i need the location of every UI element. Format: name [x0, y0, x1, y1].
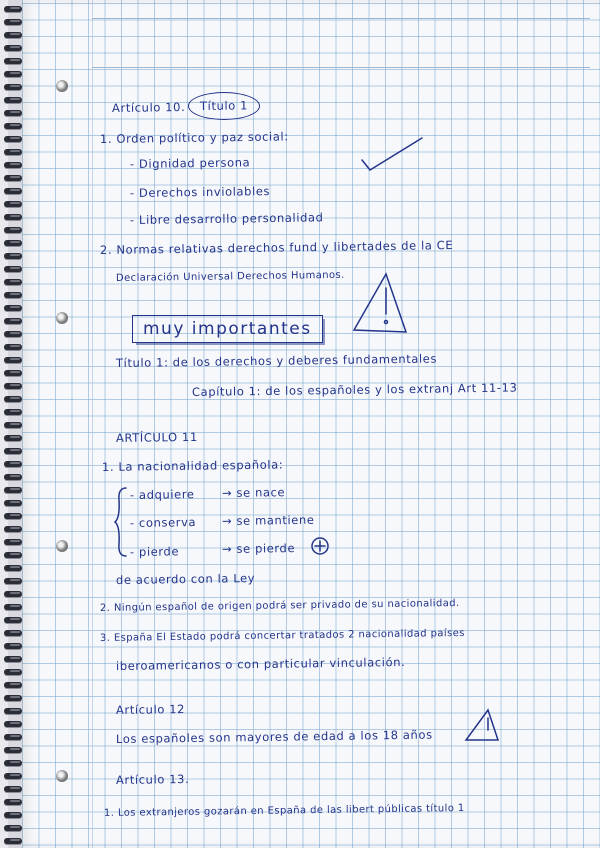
punch-hole — [56, 540, 68, 552]
art10-item: - Libre desarrollo personalidad — [129, 210, 324, 227]
art10-item: - Dignidad persona — [129, 155, 251, 171]
art10-point2: 2. Normas relativas derechos fund y libertades de la CE — [99, 238, 454, 257]
spiral-coil — [4, 838, 22, 844]
spiral-coil — [4, 656, 22, 662]
spiral-coil — [4, 786, 22, 792]
art11-point3-cont: iberoamericanos o con particular vinculación. — [115, 654, 406, 673]
art11-point2: 2. Ningún español de origen podrá ser privado de su nacionalidad. — [99, 597, 460, 614]
spiral-coil — [4, 331, 22, 337]
art11-item-result: → se nace — [221, 485, 286, 500]
spiral-coil — [4, 422, 22, 428]
art10-item: - Derechos inviolables — [129, 184, 271, 200]
spiral-coil — [4, 266, 22, 272]
spiral-coil — [4, 474, 22, 480]
spiral-coil — [4, 448, 22, 454]
spiral-coil — [4, 513, 22, 519]
spiral-coil — [4, 825, 22, 831]
spiral-coil — [4, 526, 22, 532]
spiral-coil — [4, 162, 22, 168]
spiral-coil — [4, 695, 22, 701]
spiral-coil — [4, 136, 22, 142]
warning-triangle-icon — [350, 272, 410, 336]
spiral-coil — [4, 604, 22, 610]
plus-circle-icon — [310, 536, 330, 556]
spiral-coil — [4, 500, 22, 506]
art11-item-verb: - adquiere — [129, 487, 195, 502]
spiral-coil — [4, 565, 22, 571]
art10-point1: 1. Orden político y paz social: — [99, 129, 289, 146]
spiral-coil — [4, 123, 22, 129]
curly-brace — [114, 486, 128, 558]
important-box: muy importantes — [132, 315, 323, 343]
spiral-coil — [4, 6, 22, 12]
spiral-coil — [4, 591, 22, 597]
spiral-coil — [4, 357, 22, 363]
spiral-coil — [4, 721, 22, 727]
spiral-coil — [4, 552, 22, 558]
art11-point1-tail: de acuerdo con la Ley — [115, 571, 256, 587]
art10-point2-cont: Declaración Universal Derechos Humanos. — [115, 269, 345, 284]
capitulo1-line: Capítulo 1: de los españoles y los extranj Art 11-13 — [191, 380, 518, 399]
spiral-coil — [4, 19, 22, 25]
spiral-coil — [4, 344, 22, 350]
spiral-coil — [4, 292, 22, 298]
art13-text: 1. Los extranjeros gozarán en España de las libert públicas título 1 — [103, 802, 465, 819]
spiral-coil — [4, 305, 22, 311]
spiral-coil — [4, 747, 22, 753]
spiral-coil — [4, 643, 22, 649]
spiral-coil — [4, 708, 22, 714]
art11-item-result: → se pierde — [221, 540, 296, 556]
art11-point3: 3. España El Estado podrá concertar tratados 2 nacionalidad países — [99, 627, 465, 644]
spiral-coil — [4, 188, 22, 194]
spiral-coil — [4, 383, 22, 389]
page-header-band — [92, 18, 590, 68]
art11-item-result: → se mantiene — [221, 512, 315, 528]
spiral-coil — [4, 227, 22, 233]
spiral-coil — [4, 734, 22, 740]
spiral-coil — [4, 240, 22, 246]
spiral-coil — [4, 461, 22, 467]
spiral-coil — [4, 71, 22, 77]
art12-heading: Artículo 12 — [115, 702, 186, 717]
art13-heading: Artículo 13. — [115, 771, 190, 787]
spiral-coil — [4, 682, 22, 688]
spiral-coil — [4, 318, 22, 324]
art10-heading: Artículo 10. — [111, 99, 186, 115]
art10-title: Título 1 — [199, 98, 249, 113]
spiral-coil — [4, 110, 22, 116]
spiral-coil — [4, 669, 22, 675]
page-margin-line — [92, 0, 93, 848]
spiral-coil — [4, 630, 22, 636]
spiral-coil — [4, 84, 22, 90]
spiral-coil — [4, 175, 22, 181]
spiral-coil — [4, 812, 22, 818]
spiral-coil — [4, 97, 22, 103]
spiral-coil — [4, 396, 22, 402]
spiral-coil — [4, 370, 22, 376]
spiral-coil — [4, 253, 22, 259]
punch-hole — [56, 770, 68, 782]
art11-point1: 1. La nacionalidad española: — [101, 457, 284, 474]
spiral-coil — [4, 32, 22, 38]
art11-heading: ARTÍCULO 11 — [115, 429, 198, 445]
punch-hole — [56, 312, 68, 324]
spiral-coil — [4, 617, 22, 623]
spiral-coil — [4, 409, 22, 415]
spiral-coil — [4, 799, 22, 805]
spiral-coil — [4, 487, 22, 493]
punch-hole — [56, 80, 68, 92]
titulo1-line: Título 1: de los derechos y deberes fundamentales — [115, 351, 438, 370]
spiral-coil — [4, 58, 22, 64]
checkmark-icon — [360, 136, 424, 176]
spiral-coil — [4, 149, 22, 155]
spiral-coil — [4, 214, 22, 220]
spiral-coil — [4, 45, 22, 51]
spiral-coil — [4, 435, 22, 441]
notebook-page — [22, 0, 600, 848]
spiral-coil — [4, 773, 22, 779]
art11-item-verb: - pierde — [129, 544, 180, 559]
art12-text: Los españoles son mayores de edad a los 18 años — [115, 727, 433, 746]
spiral-coil — [4, 201, 22, 207]
warning-triangle-icon — [464, 708, 500, 742]
spiral-coil — [4, 279, 22, 285]
art11-item-verb: - conserva — [129, 515, 197, 530]
spiral-coil — [4, 760, 22, 766]
spiral-coil — [4, 578, 22, 584]
spiral-coil — [4, 539, 22, 545]
